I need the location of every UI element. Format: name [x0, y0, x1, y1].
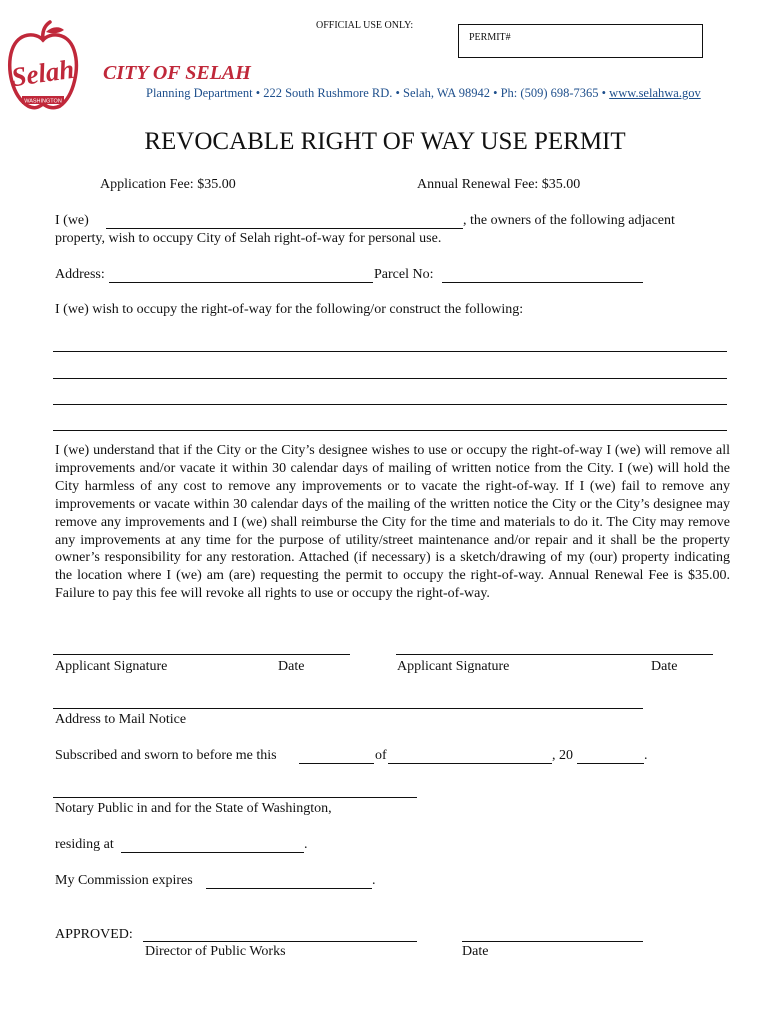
applicant-signature-label-1: Applicant Signature	[55, 659, 168, 674]
department-contact-line	[146, 86, 701, 101]
residing-at-field[interactable]	[123, 836, 302, 852]
logo-script-text: Selah	[9, 53, 77, 93]
approval-date-line[interactable]	[462, 941, 643, 942]
sworn-year-line	[577, 763, 644, 764]
document-title: REVOCABLE RIGHT OF WAY USE PERMIT	[144, 128, 626, 155]
separator-bullet: •	[493, 86, 498, 100]
address-label: Address:	[55, 267, 105, 282]
sworn-day-line	[299, 763, 374, 764]
residing-end-period: .	[304, 837, 308, 852]
occupy-statement: I (we) wish to occupy the right-of-way for the following/or construct the following:	[55, 302, 524, 317]
signature-date-label-2: Date	[651, 659, 678, 674]
commission-expires-field[interactable]	[208, 872, 370, 888]
applicant-signature-line-2[interactable]	[396, 654, 713, 655]
sworn-of: of	[375, 748, 387, 763]
department-name: Planning Department	[146, 86, 253, 100]
agreement-paragraph: I (we) understand that if the City or the City’s designee wishes to use or occupy the right-of-way I (we) will remove all improvements and/or vacate it within 30 calendar days of mailing of written notice from the City. I (we) will hold the City harmless of any cost to remove any improvements or to vacate the right-of-way. If I (we) fail to remove any improvements or vacate within 30 calendar days of the mailing of the written notice the City or the City’s designee may remove any improvements and I (we) shall reimburse the City for the time and materials to do it. The City may remove any improvements at any time for the purpose of utility/street maintenance and/or repair and it shall be the property owner’s responsibility for any restoration. Attached (if necessary) is a sketch/drawing of my (our) property indicating the location where I (we) am (are) requesting the permit to occupy the right-of-way. Annual Renewal Fee is $35.00. Failure to pay this fee will revoke all rights to use or occupy the right-of-way.	[55, 443, 730, 602]
annual-renewal-fee: Annual Renewal Fee: $35.00	[417, 177, 581, 192]
description-line-3[interactable]	[53, 404, 727, 405]
city-of-selah-logo	[6, 20, 80, 112]
applicant-signature-line-1[interactable]	[53, 654, 350, 655]
sworn-prefix: Subscribed and sworn to before me this	[55, 748, 277, 763]
address-field[interactable]	[111, 266, 371, 282]
website-link[interactable]: www.selahwa.gov	[609, 86, 701, 100]
notary-label: Notary Public in and for the State of Washington,	[55, 801, 332, 816]
application-fee: Application Fee: $35.00	[100, 177, 236, 192]
owners-prefix: I (we)	[55, 213, 89, 228]
owners-statement-line2: property, wish to occupy City of Selah right-of-way for personal use.	[55, 231, 442, 246]
street-address: 222 South Rushmore RD.	[263, 86, 393, 100]
permit-number-label: PERMIT#	[469, 32, 511, 43]
parcel-number-field[interactable]	[444, 266, 641, 282]
approval-date-label: Date	[462, 944, 489, 959]
separator-bullet: •	[255, 86, 261, 100]
logo-state-text: WASHINGTON	[24, 98, 62, 105]
address-line	[109, 282, 373, 283]
residing-line	[121, 852, 304, 853]
commission-line	[206, 888, 372, 889]
official-use-label: OFFICIAL USE ONLY:	[316, 20, 414, 31]
phone-number: Ph: (509) 698-7365	[500, 86, 599, 100]
sworn-month-field[interactable]	[390, 747, 550, 763]
owners-suffix: , the owners of the following adjacent	[463, 213, 675, 228]
sworn-month-line	[388, 763, 552, 764]
notary-signature-line[interactable]	[53, 797, 417, 798]
signature-date-label-1: Date	[278, 659, 305, 674]
sworn-year-field[interactable]	[579, 747, 642, 763]
sworn-end-period: .	[644, 748, 648, 763]
owners-name-line	[106, 228, 463, 229]
description-line-4[interactable]	[53, 430, 727, 431]
city-name: CITY OF SELAH	[103, 62, 251, 84]
residing-label: residing at	[55, 837, 114, 852]
applicant-signature-label-2: Applicant Signature	[397, 659, 510, 674]
parcel-label: Parcel No:	[374, 267, 434, 282]
commission-end-period: .	[372, 873, 376, 888]
description-line-1[interactable]	[53, 351, 727, 352]
commission-label: My Commission expires	[55, 873, 193, 888]
permit-number-box[interactable]	[458, 24, 703, 58]
sworn-year-prefix: , 20	[552, 748, 573, 763]
separator-bullet: •	[395, 86, 400, 100]
director-label: Director of Public Works	[145, 944, 286, 959]
mail-notice-label: Address to Mail Notice	[55, 712, 187, 727]
director-signature-line[interactable]	[143, 941, 417, 942]
parcel-line	[442, 282, 643, 283]
city-state-zip: Selah, WA 98942	[403, 86, 490, 100]
separator-bullet: •	[601, 86, 607, 100]
sworn-day-field[interactable]	[301, 747, 373, 763]
description-line-2[interactable]	[53, 378, 727, 379]
mail-notice-line[interactable]	[53, 708, 643, 709]
owners-name-field[interactable]	[108, 212, 460, 228]
approved-label: APPROVED:	[55, 927, 133, 942]
